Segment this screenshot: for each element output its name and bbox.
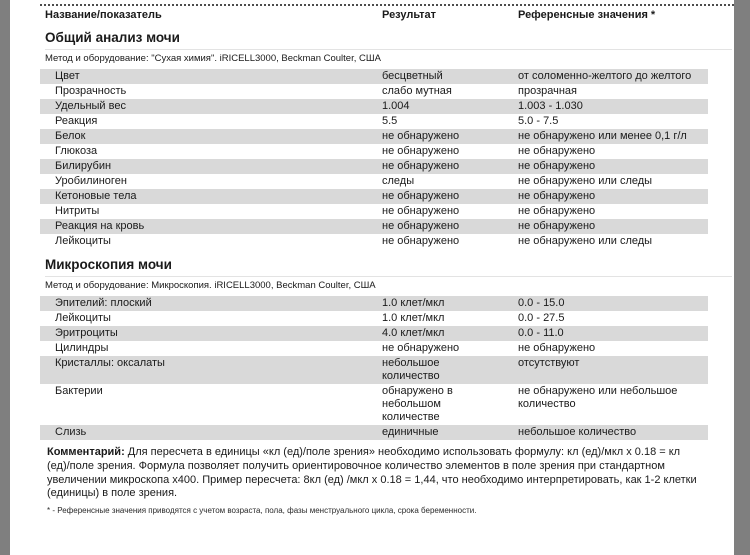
table-row xyxy=(40,69,708,84)
row-reference: отсутствуют xyxy=(518,357,580,369)
table-row xyxy=(40,311,708,326)
row-result: 1.004 xyxy=(382,100,410,112)
method-line: Метод и оборудование: "Сухая химия". iRICELL3000, Beckman Coulter, США xyxy=(45,53,381,64)
row-reference: не обнаружено xyxy=(518,205,596,217)
section-title: Микроскопия мочи xyxy=(45,257,732,277)
row-reference: не обнаружено или небольшое количество xyxy=(518,385,678,410)
row-name: Нитриты xyxy=(55,205,100,217)
row-reference: не обнаружено или следы xyxy=(518,175,653,187)
table-row xyxy=(40,234,708,249)
row-name: Цвет xyxy=(55,70,80,82)
row-reference: 5.0 - 7.5 xyxy=(518,115,559,127)
row-result: не обнаружено xyxy=(382,342,460,354)
row-reference: не обнаружено xyxy=(518,145,596,157)
row-result: не обнаружено xyxy=(382,205,460,217)
table-row xyxy=(40,159,708,174)
row-reference: небольшое количество xyxy=(518,426,637,438)
row-result: 1.0 клет/мкл xyxy=(382,312,445,324)
report-document xyxy=(10,0,734,516)
row-result: не обнаружено xyxy=(382,160,460,172)
table-row xyxy=(40,296,708,311)
row-name: Эпителий: плоский xyxy=(55,297,152,309)
row-result: не обнаружено xyxy=(382,190,460,202)
row-result: обнаружено в небольшом количестве xyxy=(382,385,453,423)
row-reference: 1.003 - 1.030 xyxy=(518,100,583,112)
table-row xyxy=(40,326,708,341)
results-table xyxy=(40,69,708,249)
row-reference: не обнаружено xyxy=(518,342,596,354)
row-result: единичные xyxy=(382,426,439,438)
table-row xyxy=(40,129,708,144)
row-reference: не обнаружено xyxy=(518,160,596,172)
column-header-name: Название/показатель xyxy=(45,9,162,21)
row-reference: не обнаружено или следы xyxy=(518,235,653,247)
sections xyxy=(10,30,734,440)
row-reference: не обнаружено xyxy=(518,220,596,232)
row-result: бесцветный xyxy=(382,70,443,82)
row-result: не обнаружено xyxy=(382,145,460,157)
row-name: Бактерии xyxy=(55,385,103,397)
table-row xyxy=(40,384,708,425)
row-name: Белок xyxy=(55,130,86,142)
row-name: Цилиндры xyxy=(55,342,109,354)
table-row xyxy=(40,174,708,189)
table-row xyxy=(40,204,708,219)
table-row xyxy=(40,219,708,234)
comment-block xyxy=(47,446,697,501)
left-page-edge xyxy=(0,0,10,555)
row-name: Реакция xyxy=(55,115,98,127)
row-name: Слизь xyxy=(55,426,87,438)
section-title: Общий анализ мочи xyxy=(45,30,732,50)
row-name: Удельный вес xyxy=(55,100,126,112)
column-header-result: Результат xyxy=(382,9,437,21)
row-name: Прозрачность xyxy=(55,85,127,97)
method-line: Метод и оборудование: Микроскопия. iRICELL3000, Beckman Coulter, США xyxy=(45,280,376,291)
row-name: Кристаллы: оксалаты xyxy=(55,357,165,369)
table-row xyxy=(40,189,708,204)
report-section xyxy=(10,30,734,249)
table-row xyxy=(40,84,708,99)
table-row xyxy=(40,99,708,114)
row-reference: не обнаружено xyxy=(518,190,596,202)
results-table xyxy=(40,296,708,440)
table-header-row xyxy=(40,9,734,22)
row-reference: не обнаружено или менее 0,1 г/л xyxy=(518,130,687,142)
row-result: не обнаружено xyxy=(382,130,460,142)
row-name: Билирубин xyxy=(55,160,112,172)
row-result: 5.5 xyxy=(382,115,398,127)
row-result: небольшое количество xyxy=(382,357,440,382)
comment-label: Комментарий: xyxy=(47,446,125,458)
row-name: Кетоновые тела xyxy=(55,190,137,202)
report-section xyxy=(10,257,734,440)
row-name: Глюкоза xyxy=(55,145,98,157)
table-row xyxy=(40,356,708,384)
row-result: слабо мутная xyxy=(382,85,452,97)
perforation-dotted-line xyxy=(40,4,734,6)
row-result: следы xyxy=(382,175,415,187)
row-reference: 0.0 - 15.0 xyxy=(518,297,565,309)
row-name: Реакция на кровь xyxy=(55,220,145,232)
table-row xyxy=(40,144,708,159)
row-reference: 0.0 - 11.0 xyxy=(518,327,564,339)
row-name: Эритроциты xyxy=(55,327,118,339)
comment-text: Для пересчета в единицы «кл (ед)/поле зрения» необходимо использовать формулу: кл (ед)/мкл x 0.18 = кл (ед)/поле зрения. Формула позволяет получить ориентировочное количество элементов в поле зрения при стандартном увеличении микроскопа x400. Пример пересчета: 8кл (ед) /мкл x 0.18 = 1,44, что необходимо интерпретировать, как 1-2 клетки (единицы) в поле зрения. xyxy=(47,446,697,500)
row-result: 1.0 клет/мкл xyxy=(382,297,445,309)
row-name: Лейкоциты xyxy=(55,235,111,247)
row-reference: прозрачная xyxy=(518,85,577,97)
column-header-reference: Референсные значения * xyxy=(518,9,656,21)
footnote: * - Референсные значения приводятся с учетом возраста, пола, фазы менструального цикла, срока беременности. xyxy=(47,506,477,516)
table-row xyxy=(40,341,708,356)
row-result: 4.0 клет/мкл xyxy=(382,327,445,339)
row-name: Лейкоциты xyxy=(55,312,111,324)
row-result: не обнаружено xyxy=(382,235,460,247)
right-page-edge xyxy=(734,0,750,555)
row-result: не обнаружено xyxy=(382,220,460,232)
table-row xyxy=(40,114,708,129)
row-name: Уробилиноген xyxy=(55,175,127,187)
row-reference: 0.0 - 27.5 xyxy=(518,312,565,324)
table-row xyxy=(40,425,708,440)
row-reference: от соломенно-желтого до желтого xyxy=(518,70,692,82)
